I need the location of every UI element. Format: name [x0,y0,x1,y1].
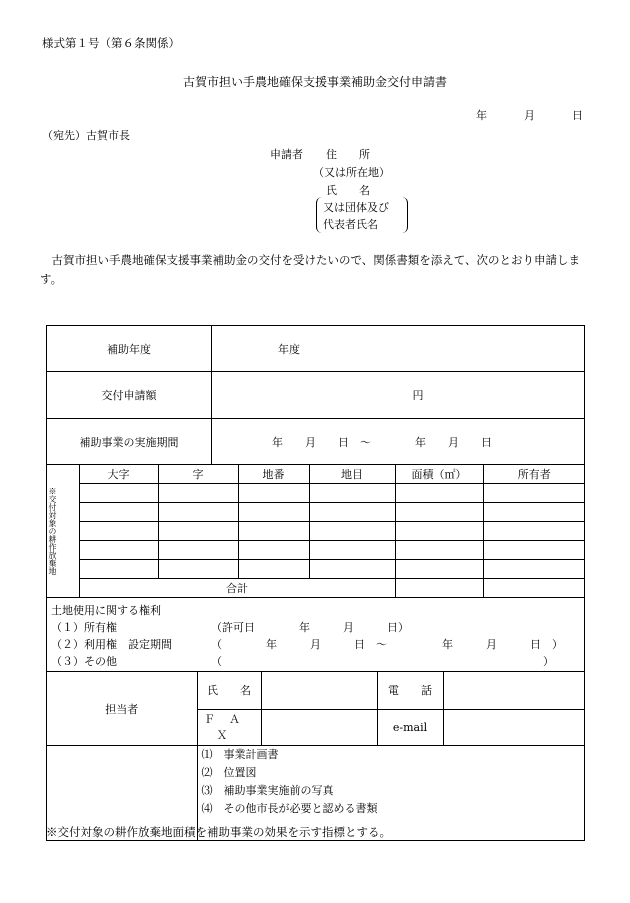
contact-section [47,672,585,746]
land-cell[interactable] [158,503,238,522]
fiscal-year-label: 補助年度 [47,326,212,372]
land-side-label-cell [47,465,79,597]
period-value: 年 月 日 ～ 年 月 日 [272,435,492,449]
land-header-area: 面積（㎡） [395,465,483,484]
addressee: （宛先）古賀市長 [42,129,130,142]
land-cell[interactable] [483,541,585,560]
date-month: 月 [524,109,535,122]
land-cell[interactable] [79,560,158,579]
land-cell[interactable] [395,484,483,503]
fiscal-year-unit: 年度 [278,342,300,356]
contact-label: 担当者 [47,672,197,745]
fiscal-year-field[interactable] [212,326,585,372]
land-cell[interactable] [395,541,483,560]
document-item-photo: ⑶ 補助事業実施前の写真 [201,784,334,797]
rights-usage-label: （２）利用権 設定期間 [51,638,172,651]
rights-other-open[interactable]: （ [211,655,222,668]
document-item-plan: ⑴ 事業計画書 [201,748,279,761]
land-table [47,465,585,597]
land-cell[interactable] [483,484,585,503]
rights-usage-detail[interactable]: （ 年 月 日 ～ 年 月 日 ） [211,638,563,651]
land-cell[interactable] [79,541,158,560]
land-cell[interactable] [238,522,309,541]
rights-other-close: ） [543,655,554,668]
land-cell[interactable] [309,522,395,541]
contact-name-label: 氏 名 [197,672,261,709]
lead-text: 古賀市担い手農地確保支援事業補助金の交付を受けたいので、関係書類を添えて、次のとおり申請します。 [40,253,581,286]
land-cell[interactable] [395,560,483,579]
land-cell[interactable] [158,541,238,560]
amount-label: 交付申請額 [47,372,212,419]
contact-email-field[interactable] [443,709,585,745]
name-label: 氏 名 [326,184,370,197]
land-cell[interactable] [309,484,395,503]
land-side-label: ※交付対象の耕作放棄地 [48,487,57,575]
contact-fax-field[interactable] [261,709,377,745]
contact-table [47,672,585,745]
amount-unit: 円 [412,389,424,402]
amount-field[interactable] [212,372,585,419]
land-cell[interactable] [238,484,309,503]
land-total-label: 合計 [79,579,395,598]
land-cell[interactable] [395,503,483,522]
land-cell[interactable] [395,522,483,541]
rights-ownership-detail[interactable]: （許可日 年 月 日） [211,621,409,634]
period-field[interactable] [212,419,585,465]
document-item-other: ⑷ その他市長が必要と認める書類 [201,802,378,815]
land-total-area[interactable] [395,579,483,598]
rights-ownership-label: （１）所有権 [51,621,117,634]
date-year: 年 [476,109,487,122]
land-header-chiban: 地番 [238,465,309,484]
contact-phone-label: 電 話 [377,672,443,709]
land-header-owner: 所有者 [483,465,585,484]
land-cell[interactable] [309,560,395,579]
land-cell[interactable] [238,541,309,560]
land-total-blank [483,579,585,598]
land-cell[interactable] [483,522,585,541]
address-label: 住 所 [326,148,370,161]
footnote: ※交付対象の耕作放棄地面積を補助事業の効果を示す指標とする。 [46,825,391,839]
name-sub-line2: 代表者氏名 [323,218,378,231]
contact-email-label: e-mail [377,709,443,745]
contact-name-field[interactable] [261,672,377,709]
land-cell[interactable] [79,484,158,503]
contact-fax-label: ＦＡＸ [197,709,261,745]
land-section [47,465,585,598]
land-header-chimoku: 地目 [309,465,395,484]
contact-phone-field[interactable] [443,672,585,709]
land-header-aza: 字 [158,465,238,484]
land-cell[interactable] [79,503,158,522]
page-title: 古賀市担い手農地確保支援事業補助金交付申請書 [182,75,447,89]
land-cell[interactable] [158,484,238,503]
name-sub-line1: 又は団体及び [323,201,389,214]
land-cell[interactable] [238,560,309,579]
land-header-oaza: 大字 [79,465,158,484]
applicant-label: 申請者 [270,148,303,161]
date-day: 日 [572,109,583,122]
rights-other-label: （３）その他 [51,655,117,668]
land-rights-section [47,598,585,672]
land-cell[interactable] [238,503,309,522]
address-sub-label: （又は所在地） [313,166,390,179]
land-cell[interactable] [483,560,585,579]
land-cell[interactable] [158,522,238,541]
land-cell[interactable] [158,560,238,579]
application-form-table [46,325,585,841]
document-item-location-map: ⑵ 位置図 [201,766,257,779]
rights-title: 土地使用に関する権利 [51,604,161,617]
land-cell[interactable] [483,503,585,522]
land-cell[interactable] [309,503,395,522]
form-number: 様式第１号（第６条関係） [42,36,180,50]
land-cell[interactable] [79,522,158,541]
land-cell[interactable] [309,541,395,560]
period-label: 補助事業の実施期間 [47,419,212,465]
